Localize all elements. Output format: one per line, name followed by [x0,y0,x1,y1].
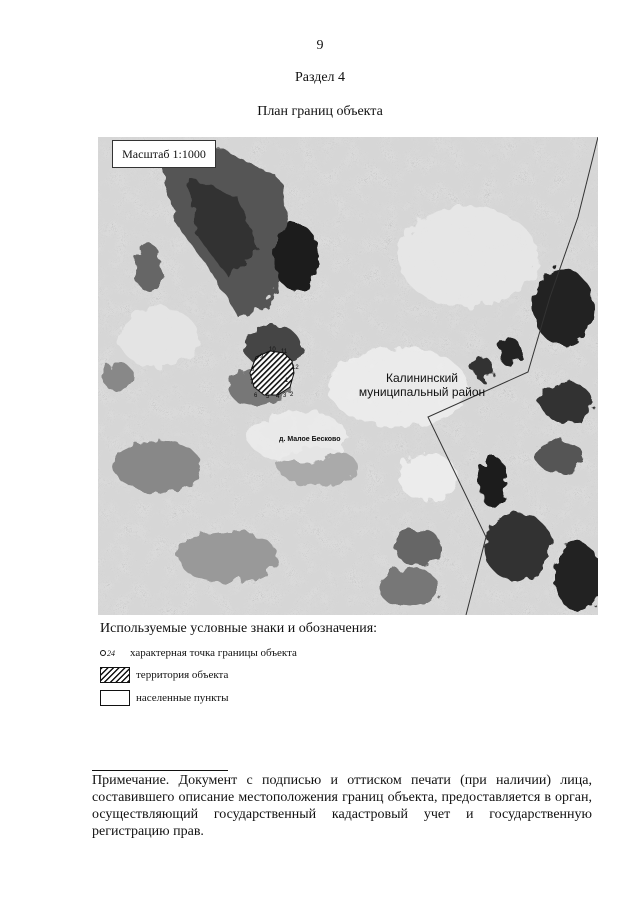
settlement-box-icon [100,690,130,706]
map-scale-label: Масштаб 1:1000 [112,140,216,168]
footnote: Примечание. Документ с подписью и оттиском печати (при наличии) лица, составившего описание местоположения границ объекта, предоставляется в орган, осуществляющий государственный кадастровый учет и государственную регистрацию прав. [92,773,592,839]
boundary-point-label: 7 [250,380,254,386]
boundary-point-label: 8 [251,367,255,373]
boundary-point-symbol [100,646,130,660]
plan-title: План границ объекта [257,104,383,119]
boundary-point-label: 6 [254,393,258,399]
legend-item-settlements [100,690,229,706]
legend-title: Используемые условные знаки и обозначения: [100,621,378,636]
district-label-line1: Калининский [386,371,458,385]
boundary-point-label: 4 [276,394,280,400]
boundary-point-label: 12 [292,365,299,371]
district-label [348,371,496,399]
legend-label: населенные пункты [136,692,229,704]
legend-label: характерная точка границы объекта [130,647,297,659]
village-label: д. Малое Бесково [279,436,341,443]
page-number: 9 [316,38,324,53]
point-marker-icon [100,650,106,656]
legend-item-boundary-point [100,646,297,660]
footnote-divider [92,770,228,771]
boundary-point-label: 11 [281,349,288,355]
hatch-icon [100,667,130,683]
boundary-point-label: 10 [269,347,276,353]
district-label-line2: муниципальный район [358,385,486,399]
boundary-point-label: 9 [260,354,264,360]
object-territory [250,351,294,395]
legend-item-territory [100,667,228,683]
boundary-point-label: 5 [266,394,270,400]
section-title: Раздел 4 [294,70,346,85]
legend-label: территория объекта [136,669,229,681]
boundary-point-label: 1 [285,378,289,384]
point-symbol-number: 24 [107,648,115,658]
boundary-point-label: 3 [283,393,287,399]
boundary-point-label: 2 [290,392,294,398]
